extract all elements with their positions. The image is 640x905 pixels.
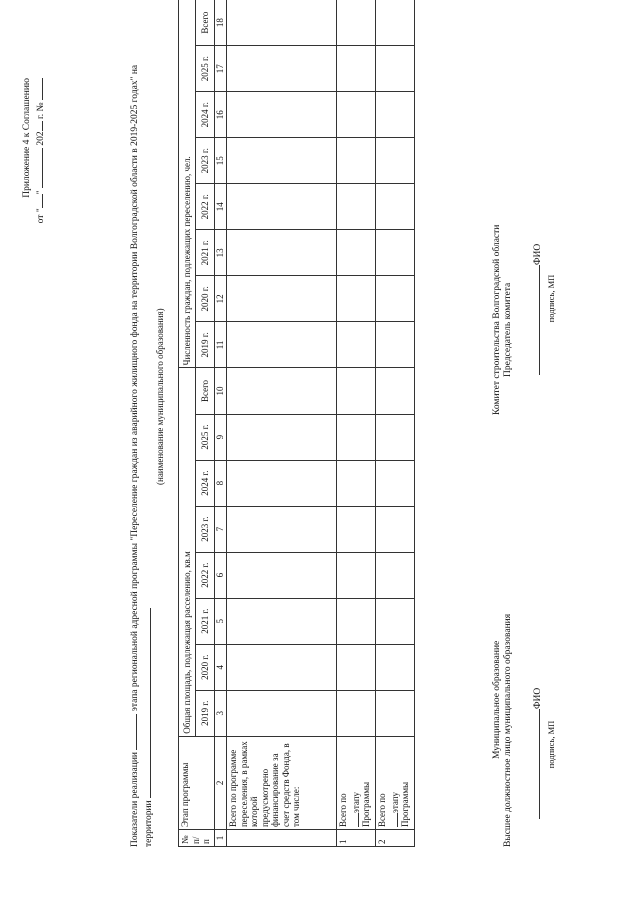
- people-year-header: 2024 г.: [196, 92, 215, 138]
- data-cell: [376, 46, 415, 92]
- data-cell: [376, 368, 415, 414]
- data-cell: [376, 460, 415, 506]
- data-cell: [337, 92, 376, 138]
- column-index: 11: [215, 322, 227, 368]
- data-cell: [227, 598, 337, 644]
- data-cell: [376, 184, 415, 230]
- data-cell: [227, 230, 337, 276]
- data-cell: [227, 690, 337, 736]
- data-cell: [337, 138, 376, 184]
- people-year-header: 2022 г.: [196, 184, 215, 230]
- column-index: 16: [215, 92, 227, 138]
- header-row-groups: [179, 0, 196, 847]
- indicators-table: [178, 0, 415, 847]
- appendix-date-line: от "" 202 г. №: [33, 78, 47, 223]
- column-index: 13: [215, 230, 227, 276]
- col-number-header: № п/п: [179, 830, 215, 847]
- area-year-header: 2019 г.: [196, 690, 215, 736]
- area-year-header: 2020 г.: [196, 644, 215, 690]
- data-cell: [337, 276, 376, 322]
- column-index: 8: [215, 460, 227, 506]
- municipality-official-label: Высшее должностное лицо муниципального образования: [503, 613, 513, 847]
- data-cell: [227, 46, 337, 92]
- data-cell: [337, 552, 376, 598]
- data-cell: [227, 0, 337, 46]
- data-cell: [337, 460, 376, 506]
- data-cell: [376, 506, 415, 552]
- data-cell: [227, 138, 337, 184]
- data-cell: [337, 46, 376, 92]
- data-cell: [376, 552, 415, 598]
- row-stage: Всего по программе переселения, в рамках которой предусмотрено финансирование за счет средств Фонда, в том числе:: [227, 736, 337, 829]
- data-cell: [227, 644, 337, 690]
- column-index-row: [215, 0, 227, 847]
- data-cell: [376, 414, 415, 460]
- data-cell: [227, 322, 337, 368]
- area-total-header: Всего: [196, 368, 215, 414]
- data-cell: [376, 276, 415, 322]
- column-index: 14: [215, 184, 227, 230]
- municipality-signature-caption: подпись, МП: [546, 720, 556, 769]
- column-index: 3: [215, 690, 227, 736]
- row-stage: Всего по этапу Программы: [337, 736, 376, 829]
- column-index: 12: [215, 276, 227, 322]
- column-index: 18: [215, 0, 227, 46]
- column-index: 4: [215, 644, 227, 690]
- area-year-header: 2025 г.: [196, 414, 215, 460]
- data-cell: [376, 644, 415, 690]
- column-index: 9: [215, 414, 227, 460]
- column-index: 6: [215, 552, 227, 598]
- data-cell: [227, 552, 337, 598]
- row-number: 1: [337, 830, 376, 847]
- data-cell: [227, 368, 337, 414]
- heading-note: (наименование муниципального образования): [155, 308, 165, 485]
- data-cell: [337, 322, 376, 368]
- data-cell: [376, 598, 415, 644]
- col-stage-header: Этап программы: [179, 736, 215, 829]
- data-cell: [337, 230, 376, 276]
- data-cell: [227, 414, 337, 460]
- data-cell: [337, 506, 376, 552]
- data-cell: [337, 184, 376, 230]
- row-number: [227, 830, 337, 847]
- column-index: 1: [215, 830, 227, 847]
- column-index: 17: [215, 46, 227, 92]
- people-year-header: 2020 г.: [196, 276, 215, 322]
- data-cell: [337, 0, 376, 46]
- people-year-header: 2021 г.: [196, 230, 215, 276]
- row-stage: Всего по этапу Программы: [376, 736, 415, 829]
- committee-signature-line: ФИО: [530, 216, 544, 415]
- data-cell: [227, 460, 337, 506]
- data-cell: [337, 598, 376, 644]
- municipality-signature-line: ФИО: [530, 614, 544, 847]
- committee-signature-caption: подпись, МП: [546, 274, 556, 323]
- data-cell: [227, 506, 337, 552]
- data-cell: [376, 138, 415, 184]
- committee-label: Комитет строительства Волгоградской области: [492, 224, 502, 415]
- data-cell: [376, 0, 415, 46]
- area-year-header: 2024 г.: [196, 460, 215, 506]
- group-people-header: Численность граждан, подлежащих переселению, чел.: [179, 0, 196, 368]
- header-row-years: [196, 0, 215, 847]
- data-cell: [376, 230, 415, 276]
- appendix-title: Приложение 4 к Соглашению: [22, 78, 32, 198]
- column-index: 15: [215, 138, 227, 184]
- data-cell: [227, 92, 337, 138]
- committee-chair-label: Председатель комитета: [503, 282, 513, 377]
- data-cell: [337, 644, 376, 690]
- area-year-header: 2021 г.: [196, 598, 215, 644]
- data-cell: [337, 368, 376, 414]
- people-year-header: 2025 г.: [196, 46, 215, 92]
- table-row-total: [227, 0, 337, 847]
- people-total-header: Всего: [196, 0, 215, 46]
- data-cell: [376, 690, 415, 736]
- signature-block-municipality: [492, 614, 557, 847]
- data-cell: [227, 276, 337, 322]
- area-year-header: 2023 г.: [196, 506, 215, 552]
- table-row-stage-1: [337, 0, 376, 847]
- people-year-header: 2023 г.: [196, 138, 215, 184]
- group-area-header: Общая площадь, подлежащая расселению, кв.м: [179, 368, 196, 736]
- data-cell: [376, 92, 415, 138]
- appendix-block: [22, 78, 47, 223]
- data-cell: [227, 184, 337, 230]
- document-heading: Показатели реализации этапа региональной адресной программы "Переселение граждан из аварийного жилищного фонда на территории Волгоградской области в 2019-2025 годах" на территории: [127, 57, 155, 847]
- signature-block-committee: [492, 216, 557, 415]
- table-row-stage-2: [376, 0, 415, 847]
- municipality-label: Муниципальное образование: [492, 640, 502, 759]
- area-year-header: 2022 г.: [196, 552, 215, 598]
- column-index: 5: [215, 598, 227, 644]
- row-number: 2: [376, 830, 415, 847]
- column-index: 7: [215, 506, 227, 552]
- data-cell: [376, 322, 415, 368]
- data-cell: [337, 690, 376, 736]
- data-cell: [337, 414, 376, 460]
- people-year-header: 2019 г.: [196, 322, 215, 368]
- column-index: 10: [215, 368, 227, 414]
- column-index: 2: [215, 736, 227, 829]
